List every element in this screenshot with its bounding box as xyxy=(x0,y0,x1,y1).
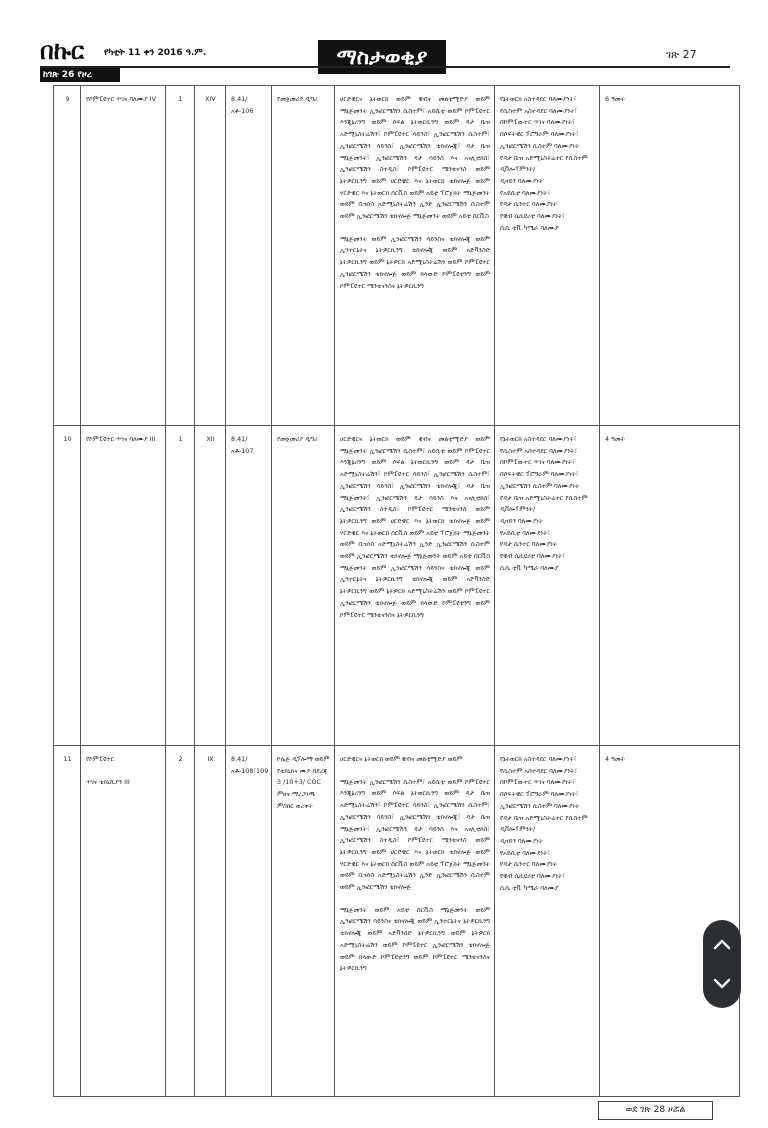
experience-item: ኢንፎርሜሽን ሲስተም ባለሙያነት xyxy=(500,801,580,810)
qualification-level: የመጀመሪያ ዲግሪ xyxy=(272,86,335,426)
field-of-study-paragraph: ሀርድዌርና ኔትወርክ ወይም ዌብና መልቲሚድያ ወይም xyxy=(340,755,463,763)
qualification-level: የመጀመሪያ ዲግሪ xyxy=(272,426,335,746)
masthead xyxy=(0,0,768,90)
experience-item: የአይሲቲ ባለሙያነት፣ xyxy=(500,848,550,857)
field-of-study-paragraph: ሀርድዌርና ኔትወርክ ወይም ዌብና መልቲሚድያ ወይም ማኔጅመንት ኢንፎርሜሽን ሲስተም፣ አይሲቲ ወይም ኮምፒዩተር እንጂኔሪንግ ወይም ሶፍል ኔትወርኪንግ ወይም ዳታ ቤዝ አድሚኒስትሬሽን፣ ኮምፒዩተር ሳይንስ፣ ኢንፎርሜሽን ሲስተም፣ ኢንፎርሜሽን ሳይንስ፣ ኢንፎርሜሽን ቴክኖሎጂ፣ ዳታ ቤዝ ማኔጅመንት፣ ኢንፎርሜሽን ዳታ ሳይንስ እና አናሊቲክስ፣ ኢንፎርሜሽን ስተዲስ፣ ኮምፒዩተር ሜንቴናንስ ወይም ኔትዎርኪንግ ወይም ሀርድዌር እና ኔትወርክ ቴክኖሎጅ ወይም ሃርድዌር እና ኔትወርክ ሰርቪስ ወይም አይቲ ፕሮጀክት ማኔጅመንት ወይም ቢዝነስ አድሚኒስትሬሽን ኢንድ ኢንፎርሜሽን ሲስተም ወይም ኢንፎርሜሽን ቴክኖሎጅ ማኔጅመንት ወይም አይቲ ሰርቪስ xyxy=(340,95,490,221)
job-grade: XIV xyxy=(195,86,226,426)
chevron-up-icon xyxy=(713,938,731,950)
experience-item: የዳታ ሴንተር ባለሙያነት xyxy=(500,200,558,209)
experience-years: 4 ዓመት xyxy=(600,426,740,746)
experience-item: ዲዛይን ባለሙያነት xyxy=(500,836,544,845)
experience-item: በኮምፒውተር ጥገና ባለሙያነት፣ በሶፍትዌር ፕሮግራም ባለሙያነት፣ xyxy=(500,778,579,799)
experience-item: የዳታ ሴንተር ባለሙያነት xyxy=(500,860,558,869)
experience-item: የዳታ ቤዝ አድሚኒስትሬተር የሲስተም ዲቨሎፐምንት/ xyxy=(500,813,588,834)
position-quantity: 2 xyxy=(166,746,195,1097)
field-of-study xyxy=(335,746,495,1097)
experience-item: የሲስተም አስተዳደር ባለሙያነት፣ xyxy=(500,766,577,775)
field-of-study xyxy=(335,86,495,426)
position-quantity: 1 xyxy=(166,86,195,426)
field-of-study xyxy=(335,426,495,746)
experience-item: በኮምፒውተር ጥገና ባለሙያነት፣ በሶፍትዌር ፕሮግራም ባለሙያነት፣ xyxy=(500,458,579,479)
table-row xyxy=(54,86,740,426)
continued-from-label: ከገጽ 26 የዞረ xyxy=(40,68,120,82)
header-rule xyxy=(40,66,730,68)
field-of-study-paragraph: ማኔጅመንት ወይም ኢንፎርሜሽን ሳይንስና ቴክኖሎጂ ወይም ኢንተርኔትና ኔትዎርኪንግ ቴክኖሎጂ ወይም አድቫንስድ ኔትዎርኪንግ ወይም ኔትዎርክ አድሚኒስትሬሽን ወይም ኮምፒዩተር ኢንፎርሜሽን ቴክኖሎጅ ወይም ክላውድ ኮምፒዩቲንግ ወይም ኮምፒዩተር ሜንቴናንስና ኔትዎርኪንግ xyxy=(340,234,490,290)
position-title: የኮምፒዩተር xyxy=(86,755,115,763)
page-number: ገጽ 27 xyxy=(666,48,697,61)
experience-item: የአይሲቲ ባለሙያነት፣ xyxy=(500,528,550,537)
experience-item: የዌብ ሴኪዩሪቲ ባለሙያነት፣ xyxy=(500,552,565,561)
row-number: 10 xyxy=(54,426,81,746)
experience-item: ሲሲ ቲቪ ካሜራ ባለሙያ xyxy=(500,563,559,572)
experience-item: የዳታ ሴንተር ባለሙያነት xyxy=(500,540,558,549)
newspaper-name: በኩር xyxy=(40,36,85,65)
field-of-study-paragraph: ሀርድዌርና ኔትወርክ ወይም ዌብና መልቲሚድያ ወይም ማኔጅመንት ኢንፎርሜሽን ሲስተም፣ አይሲቲ ወይም ኮምፒዩተር እንጂኔሪንግ ወይም ሶፍል ኔትወርኪንግ ወይም ዳታ ቤዝ አድሚኒስትሬሽን፣ ኮምፒዩተር ሳይንስ፣ ኢንፎርሜሽን ሲስተም፣ ኢንፎርሜሽን ሳይንስ፣ ኢንፎርሜሽን ቴክኖሎጂ፣ ዳታ ቤዝ ማኔጅመንት፣ ኢንፎርሜሽን ዳታ ሳይንስ እና አናሊቲክስ፣ ኢንፎርሜሽን ስተዲስ፣ ኮምፒዩተር ሜንቴናንስ ወይም ኔትዎርኪንግ ወይም ሀርድዌር እና ኔትወርክ ቴክኖሎጅ ወይም ሃርድዌር እና ኔትወርክ ሰርቪስ ወይም አይቲ ፕሮጀክት ማኔጅመንት ወይም ቢዝነስ አድሚኒስትሬሽን ኢንድ ኢንፎርሜሽን ሲስተም ወይም ኢንፎርሜሽን ቴክኖሎጅ ማኔጅመንት ወይም አይቲ ሰርቪስ ማኔጅመንት ወይም ኢንፎርሜሽን ሳይንስና ቴክኖሎጂ ወይም ኢንተርኔትና ኔትዎርኪንግ ቴክኖሎጂ ወይም አድቫንስድ ኔትዎርኪንግ ወይም ኔትዎርክ አድሚኒስትሬሽን ወይም ኮምፒዩተር ኢንፎርሜሽን ቴክኖሎጅ ወይም ክላውድ ኮምፒዩቲንግ ወይም ኮምፒዩተር ሜንቴናንስና ኔትዎርኪንግ xyxy=(340,435,490,619)
experience-item: የሲስተም አስተዳደር ባለሙያነት፣ በኮምፒውተር ጥገና ባለሙያነት፣ በሶፍትዌር ፕሮግራም ባለሙያነት፣ xyxy=(500,106,579,139)
experience-item: ዲዛይን ባለሙያነት xyxy=(500,176,544,185)
field-of-study-paragraph: ማኔጅመንት ኢንፎርሜሽን ሲስተም፣ አይሲቲ ወይም ኮምፒዩተር እንጂኔሪንግ ወይም ሶፍል ኔትወርኪንግ ወይም ዳታ ቤዝ አድሚኒስትሬሽን፣ ኮምፒዩተር ሳይንስ፣ ኢንፎርሜሽን ሲስተም፣ ኢንፎርሜሽን ሳይንስ፣ ኢንፎርሜሽን ቴክኖሎጂ፣ ዳታ ቤዝ ማኔጅመንት፣ ኢንፎርሜሽን ዳታ ሳይንስ እና አናሊቲክስ፣ ኢንፎርሜሽን ስተዲስ፣ ኮምፒዩተር ሜንቴናንስ ወይም ኔትዎርኪንግ ወይም ሀርድዌር እና ኔትወርክ ቴክኖሎጅ ወይም ሃርድዌር እና ኔትወርክ ሰርቪስ ወይም አይቲ ፕሮጀክት ማኔጅመንት ወይም ቢዝነስ አድሚኒስትሬሽን ኢንድ ኢንፎርሜሽን ሲስተም ወይም ኢንፎርሜሽን ቴክኖሎጅ xyxy=(340,777,490,892)
experience-list xyxy=(495,746,600,1097)
position-title: የኮምፒዩተር ጥገና ባለሙያ III xyxy=(81,426,166,746)
section-title: ማስታወቂያ xyxy=(318,40,446,74)
chevron-down-icon xyxy=(713,978,731,990)
position-quantity: 1 xyxy=(166,426,195,746)
job-code: 8.41/አቶ-108፣109 xyxy=(226,746,272,1097)
experience-years: 6 ዓመት xyxy=(600,86,740,426)
job-grade: IX xyxy=(195,746,226,1097)
experience-item: ዲዛይን ባለሙያነት xyxy=(500,516,544,525)
vacancy-table xyxy=(53,85,740,1097)
job-grade: XII xyxy=(195,426,226,746)
field-of-study-paragraph: ማኔጅመንት ወይም አይቲ ሰርቪስ ማኔጅመንት ወይም ኢንፎርሜሽን ሳይንስና ቴክኖሎጂ ወይም ኢንተርኔትና ኔትዎርኪንግ ቴክኖሎጂ ወይም አድቫንስድ ኔትዎርኪንግ ወይም ኔትዎርክ አድሚኒስትሬሽን ወይም ኮምፒዩተር ኢንፎርሜሽን ቴክኖሎጅ ወይም ክላውድ ኮምፒዩቲንግ ወይም ኮምፒዩተር ሜንቴናንስና ኔትዎርኪንግ xyxy=(340,905,490,973)
scroll-down-button[interactable] xyxy=(703,965,741,1003)
table-row xyxy=(54,746,740,1097)
experience-years: 4 ዓመት xyxy=(600,746,740,1097)
page-nav-control xyxy=(703,920,741,1008)
table-row xyxy=(54,426,740,746)
job-code: 8.41/አቶ-106 xyxy=(226,86,272,426)
experience-item: ኢንፎርሜሽን ሲስተም ባለሙያነት xyxy=(500,481,580,490)
experience-item: የኔትወርክ አስተዳደር ባለሙያነት፣ xyxy=(500,435,577,443)
row-number: 11 xyxy=(54,746,81,1097)
experience-item: የዌብ ሴኪዩሪቲ ባለሙያነት፣ xyxy=(500,212,565,221)
experience-item: የኔትወርክ አስተዳደር ባለሙያነት፣ xyxy=(500,95,577,103)
experience-item: ኢንፎርሜሽን ሲስተም ባለሙያነት xyxy=(500,141,580,150)
job-code: 8.41/አቶ-107 xyxy=(226,426,272,746)
qualification-level: ኮሌጅ ዲፕሎማ ወይም የቴክኒክና ሙያ በደረጃ 3 /10+3/ COC ምዘና ማረጋገጫ ምስክር ወረቀት xyxy=(272,746,335,1097)
title-spacer xyxy=(86,766,161,777)
position-title-line2: ጥገና ቴክኒሺያን III xyxy=(86,777,130,786)
experience-item: ሲሲ ቲቪ ካሜራ ባለሙያ xyxy=(500,883,559,892)
experience-item: የኔትወርክ አስተዳደር ባለሙያነት፣ xyxy=(500,755,577,763)
issue-date: የካቲት 11 ቀን 2016 ዓ.ም. xyxy=(104,48,207,58)
experience-item: የዌብ ሴኪዩሪቲ ባለሙያነት፣ xyxy=(500,872,565,881)
row-number: 9 xyxy=(54,86,81,426)
experience-item: የሲስተም አስተዳደር ባለሙያነት፣ xyxy=(500,446,577,455)
experience-list xyxy=(495,426,600,746)
experience-list xyxy=(495,86,600,426)
experience-item: ሲሲ ቲቪ ካሜራ ባለሙያ xyxy=(500,223,559,232)
position-title: የኮምፒዩተር ጥገና ባለሙያ IV xyxy=(81,86,166,426)
experience-item: የዳታ ቤዝ አድሚኒስትሬተር የሲስተም ዲቨሎፐምንት/ xyxy=(500,493,588,514)
experience-item: የአይሲቲ ባለሙያነት፣ xyxy=(500,188,550,197)
experience-item: የዳታ ቤዝ አድሚኒስትሬተር የሲስተም ዲቨሎፐምንት/ xyxy=(500,153,588,174)
continued-on-label: ወደ ገጽ 28 ዞሯል xyxy=(598,1101,713,1120)
position-title-cell xyxy=(81,746,166,1097)
scroll-up-button[interactable] xyxy=(703,925,741,963)
